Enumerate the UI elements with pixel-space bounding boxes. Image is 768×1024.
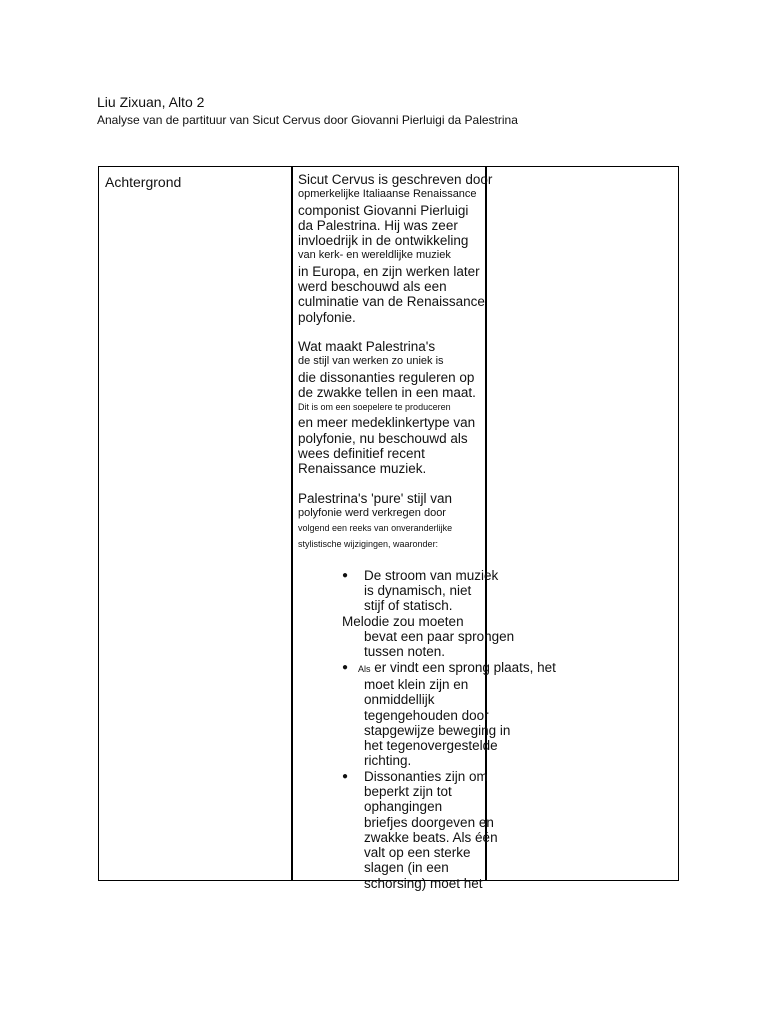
text-line: volgend een reeks van onveranderlijke <box>298 523 453 534</box>
text-line: valt op een sterke <box>364 845 471 861</box>
text-line: werd beschouwd als een <box>298 279 447 295</box>
text-line: Als <box>358 663 371 674</box>
text-line: schorsing) moet het <box>364 875 483 891</box>
text-line: tegengehouden door <box>364 707 489 723</box>
bullet-icon: ● <box>342 569 349 581</box>
text-line: de zwakke tellen in een maat. <box>298 384 476 400</box>
bullet-icon: ● <box>342 770 349 782</box>
text-line: Renaissance muziek. <box>298 461 427 477</box>
text-line: polyfonie, nu beschouwd als <box>298 430 468 446</box>
text-line: bevat een paar sprongen <box>364 629 515 645</box>
text-line: er vindt een sprong plaats, het <box>374 659 556 675</box>
bullet-item <box>298 769 558 891</box>
background-text-cell <box>298 172 558 891</box>
column-divider <box>291 167 293 880</box>
text-line: polyfonie. <box>298 309 356 325</box>
text-line: in Europa, en zijn werken later <box>298 263 480 279</box>
text-line: die dissonanties reguleren op <box>298 369 475 385</box>
bullet-icon: ● <box>342 661 349 673</box>
bullet-item <box>298 568 558 614</box>
text-line: stijf of statisch. <box>364 598 453 614</box>
text-line: opmerkelijke Italiaanse Renaissance <box>298 188 477 201</box>
text-line: da Palestrina. Hij was zeer <box>298 217 458 233</box>
author-line: Liu Zixuan, Alto 2 <box>97 94 205 110</box>
text-line: onmiddellijk <box>364 692 435 708</box>
text-line: de stijl van werken zo uniek is <box>298 355 444 368</box>
text-line: De stroom van muziek <box>364 567 499 583</box>
text-line: invloedrijk in de ontwikkeling <box>298 233 469 249</box>
text-line: en meer medeklinkertype van <box>298 415 476 431</box>
text-line: Dissonanties zijn om <box>364 768 488 784</box>
text-line: Sicut Cervus is geschreven door <box>298 172 493 187</box>
text-line: het tegenovergestelde <box>364 738 498 754</box>
text-line: polyfonie werd verkregen door <box>298 506 446 519</box>
text-line: componist Giovanni Pierluigi <box>298 202 469 218</box>
text-line: tussen noten. <box>364 644 446 660</box>
text-line: wees definitief recent <box>298 446 425 462</box>
text-line: zwakke beats. Als één <box>364 829 498 845</box>
text-line: stylistische wijzigingen, waaronder: <box>298 538 439 549</box>
text-line: Dit is om een soepelere te produceren <box>298 402 451 413</box>
row-label: Achtergrond <box>105 174 182 190</box>
text-line: slagen (in een <box>364 860 449 876</box>
analysis-table <box>98 166 679 891</box>
text-line: beperkt zijn tot <box>364 783 452 799</box>
text-line: richting. <box>364 753 412 769</box>
text-line: ophangingen <box>364 799 443 815</box>
text-line: Palestrina's 'pure' stijl van <box>298 490 453 506</box>
text-line: briefjes doorgeven en <box>364 814 494 830</box>
text-line: culminatie van de Renaissance <box>298 294 485 310</box>
bullet-item <box>298 660 558 769</box>
text-line: van kerk- en wereldlijke muziek <box>298 249 451 262</box>
text-line: stapgewijze beweging in <box>364 722 511 738</box>
document-subtitle: Analyse van de partituur van Sicut Cervus door Giovanni Pierluigi da Palestrina <box>97 113 518 127</box>
text-line: is dynamisch, niet <box>364 583 472 599</box>
text-line: moet klein zijn en <box>364 676 469 692</box>
text-line: Wat maakt Palestrina's <box>298 338 436 354</box>
text-line: Melodie zou moeten <box>342 613 464 629</box>
